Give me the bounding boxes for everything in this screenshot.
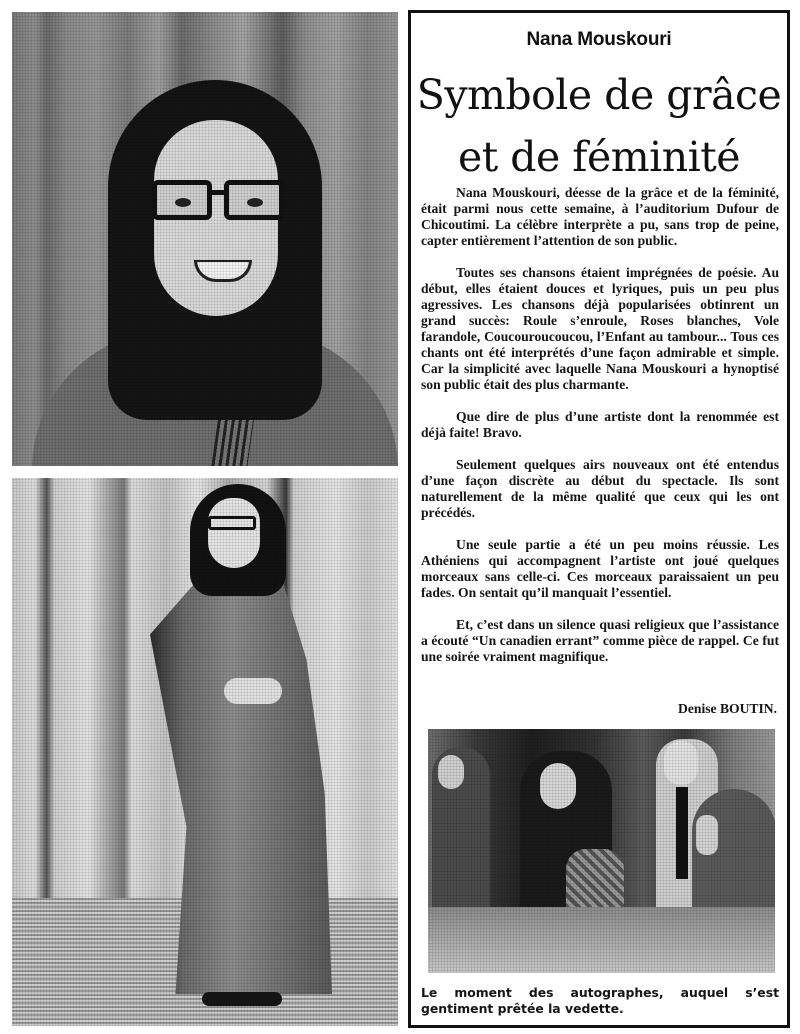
article-title-line-1: Symbole de grâce [416,71,782,119]
face-shape [438,755,464,789]
article-paragraph: Toutes ses chansons étaient imprégnées de poésie. Au début, elles étaient douces et lyriques, puis un peu plus agressives. Les chansons déjà popularisées obtinrent un grand succès: Roule s’enroule, Roses blanches, Vole farandole, Coucouroucoucou, l’Enfant au tambour... Tous ces chants ont été interprétés d’une façon admirable et simple. Car la simplicité avec laquelle Nana Mouskouri a hynoptisé son public était des plus charmante. [421,265,779,392]
autograph-photo [428,729,775,973]
face-shape [208,498,260,568]
article-paragraph: Et, c’est dans un silence quasi religieux que l’assistance a écouté “Un canadien errant” comme pièce de rappel. Ce fut une soirée vraiment magnifique. [421,617,779,664]
article-paragraph: Seulement quelques airs nouveaux ont été entendus d’une façon discrète au début du spectacle. Ils sont naturellement de la même qualité que ceux qui les ont précédés. [421,457,779,520]
face-shape [540,763,576,809]
hands-shape [224,678,282,704]
article-paragraph: Que dire de plus d’une artiste dont la renommée est déjà faite! Bravo. [421,409,779,440]
tie-shape [676,787,688,879]
article-box [408,10,790,1028]
portrait-photo [12,12,398,466]
glasses-icon [208,516,256,530]
article-byline: Denise BOUTIN. [678,701,777,716]
signing-table [428,907,775,973]
glasses-icon [152,180,284,222]
article-kicker: Nana Mouskouri [526,29,672,50]
face-shape [664,741,698,785]
shoes-shape [202,992,282,1006]
article-paragraph: Nana Mouskouri, déesse de la grâce et de la féminité, était parmi nous cette semaine, à l’auditorium Dufour de Chicoutimi. La célèbre interprète a pu, sans trop de peine, capter entièrement l’attention de son public. [421,185,779,248]
photo-caption: Le moment des autographes, auquel s’est gentiment prêtée la vedette. [421,985,779,1016]
article-title-line-2: et de féminité [457,133,740,181]
face-shape [696,815,718,855]
article-paragraph: Une seule partie a été un peu moins réussie. Les Athéniens qui accompagnent l’artiste ont joué quelques morceaux sans celle-ci. Ces morceaux paraissaient un peu fades. On sentait qu’il manquait l’essentiel. [421,537,779,600]
full-length-photo [12,478,398,1026]
article-body [421,185,779,681]
